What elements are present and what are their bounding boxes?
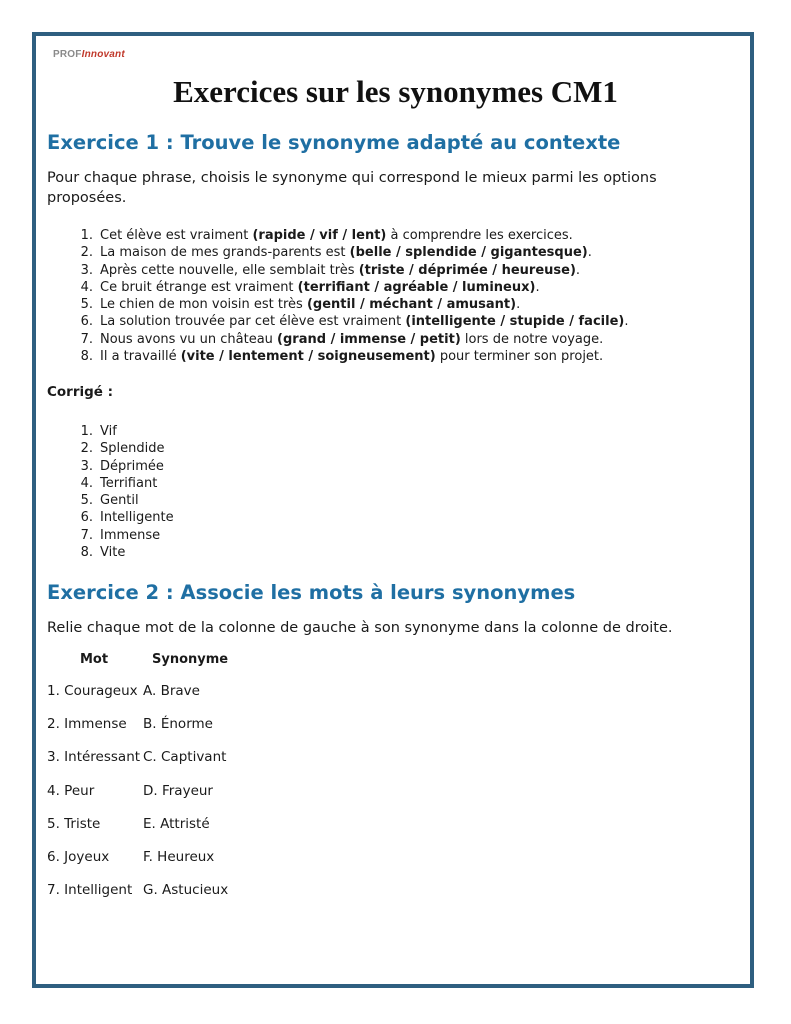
item-sentence [100, 349, 603, 364]
exercise-1-list [47, 227, 628, 365]
exercise-item [47, 313, 628, 330]
item-sentence [100, 228, 573, 243]
answer-list [47, 423, 174, 561]
synonym-cell: E. Attristé [143, 815, 210, 832]
exercise-2-instruction: Relie chaque mot de la colonne de gauche à son synonyme dans la colonne de droite. [47, 620, 673, 636]
answer-text: Immense [100, 527, 161, 543]
item-number: 6. [80, 314, 93, 330]
word-cell: 4. Peur [47, 782, 95, 799]
answer-item [47, 458, 174, 475]
item-number: 3. [80, 262, 93, 278]
item-text-after: . [575, 262, 581, 278]
answer-number: 7. [80, 527, 93, 543]
exercise-2-heading: Exercice 2 : Associe les mots à leurs synonymes [47, 581, 576, 604]
answer-number: 5. [80, 493, 93, 509]
answer-number: 1. [80, 424, 93, 439]
item-text-after: . [587, 245, 592, 261]
item-sentence [100, 245, 592, 260]
item-options: (grand / immense / petit) [277, 331, 461, 347]
answer-text: Vif [100, 424, 117, 439]
item-options: (triste / déprimée / heureuse) [358, 262, 576, 278]
item-options: (gentil / méchant / amusant) [306, 297, 517, 313]
word-cell: 1. Courageux [47, 683, 138, 699]
answer-number: 3. [80, 458, 93, 474]
synonym-cell: C. Captivant [143, 749, 227, 766]
column-header-synonyme: Synonyme [152, 652, 229, 667]
item-text-before: Il a travaillé [100, 349, 181, 365]
answer-text: Vite [100, 545, 126, 561]
word-cell: 7. Intelligent [47, 882, 133, 899]
item-text-after: . [535, 279, 540, 295]
item-options: (terrifiant / agréable / lumineux) [297, 279, 536, 295]
item-text-after: pour terminer son projet. [435, 349, 604, 365]
item-text-after: . [516, 297, 521, 313]
exercise-item [47, 348, 628, 365]
item-text-after: . [624, 314, 629, 330]
exercise-1-heading: Exercice 1 : Trouve le synonyme adapté au contexte [47, 131, 621, 154]
answer-item [47, 492, 174, 509]
item-text-before: Après cette nouvelle, elle semblait très [100, 262, 359, 278]
exercise-item [47, 279, 628, 296]
brand-logo [53, 49, 125, 60]
item-number: 2. [80, 245, 93, 261]
word-cell: 6. Joyeux [47, 849, 110, 865]
exercise-item [47, 244, 628, 261]
item-number: 7. [80, 331, 93, 347]
item-options: (vite / lentement / soigneusement) [180, 349, 436, 365]
answer-text: Splendide [100, 441, 165, 457]
answer-number: 6. [80, 510, 93, 526]
item-text-before: Cet élève est vraiment [100, 228, 253, 243]
item-text-before: La maison de mes grands-parents est [100, 245, 350, 261]
word-cell: 5. Triste [47, 815, 101, 832]
answer-item [47, 440, 174, 457]
answer-item [47, 509, 174, 526]
item-text-before: Le chien de mon voisin est très [100, 297, 307, 313]
item-number: 5. [80, 297, 93, 313]
exercise-item [47, 331, 628, 348]
item-options: (rapide / vif / lent) [252, 228, 387, 243]
answer-text: Intelligente [100, 510, 174, 526]
exercise-item [47, 227, 628, 244]
item-text-before: La solution trouvée par cet élève est vraiment [100, 314, 406, 330]
answer-item [47, 423, 174, 440]
column-header-mot: Mot [80, 652, 109, 667]
item-sentence [100, 332, 603, 347]
word-cell: 2. Immense [47, 716, 127, 733]
item-text-before: Ce bruit étrange est vraiment [100, 279, 298, 295]
item-text-before: Nous avons vu un château [100, 331, 278, 347]
item-options: (intelligente / stupide / facile) [405, 314, 625, 330]
item-options: (belle / splendide / gigantesque) [349, 245, 588, 261]
item-number: 8. [80, 349, 93, 365]
logo-part-prof: PROF [53, 49, 82, 60]
item-number: 1. [80, 228, 93, 243]
synonym-cell: A. Brave [143, 683, 200, 699]
item-sentence [100, 280, 540, 295]
exercise-1-instruction: Pour chaque phrase, choisis le synonyme qui correspond le mieux parmi les options proposées. [47, 170, 657, 206]
answer-text: Gentil [100, 493, 139, 509]
answer-number: 2. [80, 441, 93, 457]
answer-text: Déprimée [100, 458, 164, 474]
item-sentence [100, 314, 628, 329]
answer-item [47, 527, 174, 544]
answer-label: Corrigé : [47, 384, 114, 400]
answer-number: 8. [80, 545, 93, 561]
answer-item [47, 544, 174, 561]
answer-text: Terrifiant [100, 475, 158, 491]
item-sentence [100, 297, 520, 312]
synonym-cell: F. Heureux [143, 849, 215, 865]
synonym-cell: B. Énorme [143, 716, 213, 733]
exercise-item [47, 262, 628, 279]
item-text-after: à comprendre les exercices. [386, 228, 573, 243]
exercise-item [47, 296, 628, 313]
word-cell: 3. Intéressant [47, 749, 141, 766]
answer-number: 4. [80, 475, 93, 491]
synonym-cell: D. Frayeur [143, 782, 213, 799]
answer-item [47, 475, 174, 492]
item-sentence [100, 263, 580, 278]
logo-part-innovant: Innovant [81, 49, 125, 60]
synonym-cell: G. Astucieux [143, 882, 229, 899]
item-number: 4. [80, 279, 93, 295]
item-text-after: lors de notre voyage. [460, 331, 604, 347]
page-title: Exercices sur les synonymes CM1 [173, 74, 618, 109]
